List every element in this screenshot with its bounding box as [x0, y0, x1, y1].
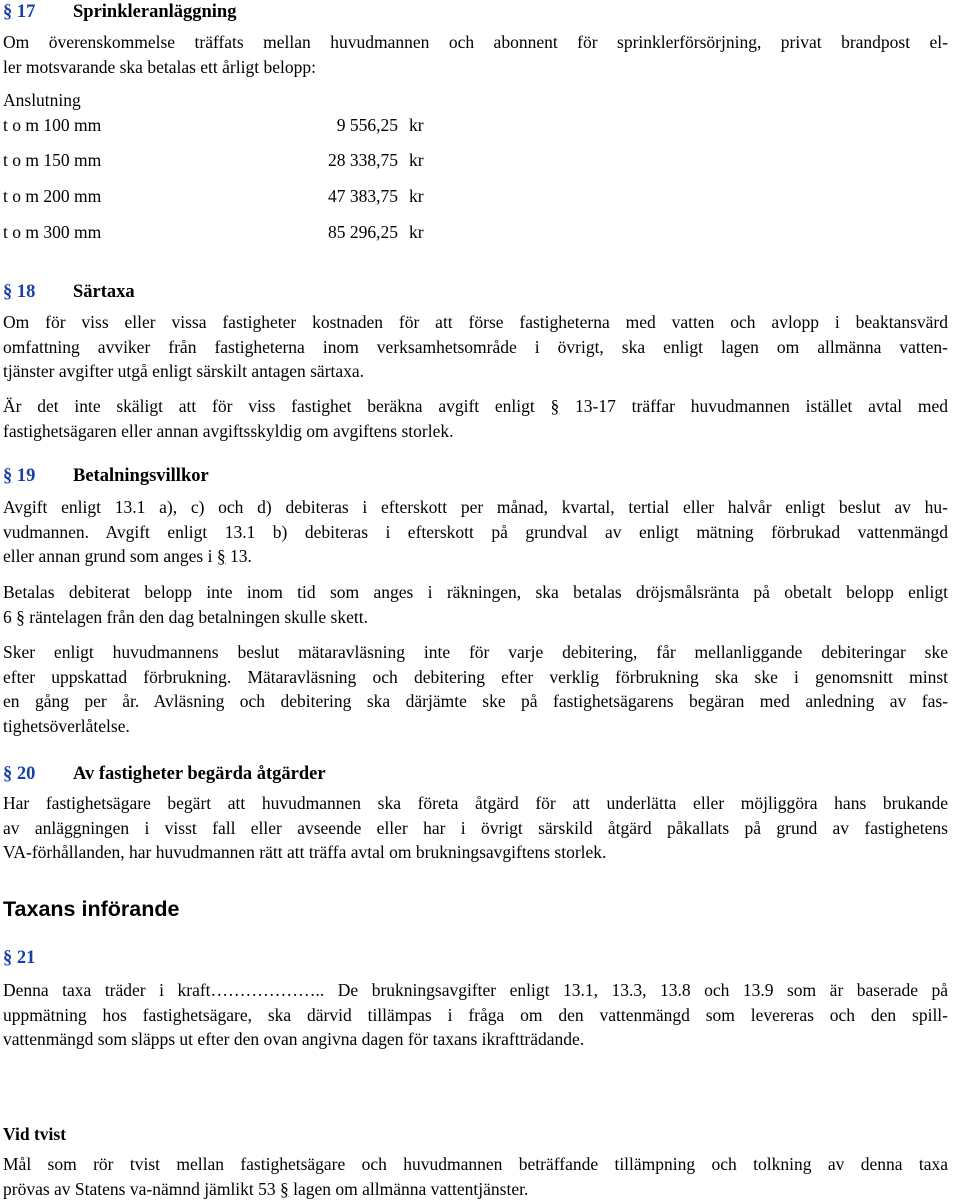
section-18-heading: [3, 280, 948, 305]
table-row: t o m 150 mm 28 338,75 kr: [3, 150, 424, 170]
section-18-title: Särtaxa: [73, 282, 135, 302]
section-20-heading: [3, 762, 948, 787]
table-row: t o m 300 mm 85 296,25 kr: [3, 222, 424, 242]
table-row: t o m 200 mm 47 383,75 kr: [3, 186, 424, 206]
section-17-number: § 17: [3, 2, 36, 22]
section-19-number: § 19: [3, 466, 36, 486]
section-17-heading: [3, 0, 948, 25]
section-17-intro: Om överenskommelse träffats mellan huvudmannen och abonnent för sprinklerförsörjning, privat brandpost el- ler motsvarande ska betalas ett årligt belopp:: [3, 32, 948, 77]
section-20-title: Av fastigheter begärda åtgärder: [73, 764, 326, 784]
section-18-paragraph-2: Är det inte skäligt att för viss fastighet beräkna avgift enligt § 13-17 träffar huvudmannen istället avtal med fastighetsägaren eller annan avgiftsskyldig om avgiftens storlek.: [3, 396, 948, 441]
section-19-title: Betalningsvillkor: [73, 466, 209, 486]
section-18-number: § 18: [3, 282, 36, 302]
section-21-paragraph-1: Denna taxa träder i kraft……………….. De brukningsavgifter enligt 13.1, 13.3, 13.8 och 13.9 som är baserade på uppmätning hos fastighetsägare, ska därvid tillämpas i fråga om den vattenmängd som levereras och den spill- vattenmängd som släpps ut efter den ovan angivna dagen för taxans ikraftträdande.: [3, 980, 948, 1049]
vid-tvist-heading: Vid tvist: [3, 1124, 67, 1144]
vid-tvist-paragraph: Mål som rör tvist mellan fastighetsägare och huvudmannen beträffande tillämpning och tolkning av denna taxa prövas av Statens va-nämnd jämlikt 53 § lagen om allmänna vattentjänster.: [3, 1154, 948, 1199]
section-21-heading: [3, 946, 948, 971]
section-19-paragraph-1: Avgift enligt 13.1 a), c) och d) debiteras i efterskott per månad, kvartal, tertial eller halvår enligt beslut av hu- vudmannen. Avgift enligt 13.1 b) debiteras i efterskott på grundval av enligt mätning förbrukad vattenmängd eller annan grund som anges i § 13.: [3, 497, 948, 566]
table-row: t o m 100 mm 9 556,25 kr: [3, 115, 424, 135]
section-20-paragraph-1: Har fastighetsägare begärt att huvudmannen ska företa åtgärd för att underlätta eller möjliggöra hans brukande av anläggningen i visst fall eller avseende eller har i övrigt särskild åtgärd påkallats på grund av fastighetens VA-förhållanden, har huvudmannen rätt att träffa avtal om brukningsavgiftens storlek.: [3, 793, 948, 862]
connection-table-heading: Anslutning: [3, 90, 81, 110]
section-20-number: § 20: [3, 764, 36, 784]
section-21-number: § 21: [3, 948, 36, 968]
taxans-inforande-heading: Taxans införande: [3, 897, 180, 921]
section-17-title: Sprinkleranläggning: [73, 2, 237, 22]
section-19-paragraph-3: Sker enligt huvudmannens beslut mätaravläsning inte för varje debitering, får mellanliggande debiteringar ske efter uppskattad förbrukning. Mätaravläsning och debitering efter verklig förbrukning ska ske i genomsnitt minst en gång per år. Avläsning och debitering ska därjämte ske på fastighetsägarens begäran med anledning av fas- tighetsöverlåtelse.: [3, 642, 948, 736]
section-18-paragraph-1: Om för viss eller vissa fastigheter kostnaden för att förse fastigheterna med vatten och avlopp i beaktansvärd omfattning avviker från fastigheterna inom verksamhetsområde i övrigt, ska enligt lagen om allmänna vatten- tjänster avgifter utgå enligt särskilt antagen särtaxa.: [3, 312, 948, 381]
section-19-heading: [3, 464, 948, 489]
section-19-paragraph-2: Betalas debiterat belopp inte inom tid som anges i räkningen, ska betalas dröjsmålsränta på obetalt belopp enligt 6 § räntelagen från den dag betalningen skulle skett.: [3, 582, 948, 627]
